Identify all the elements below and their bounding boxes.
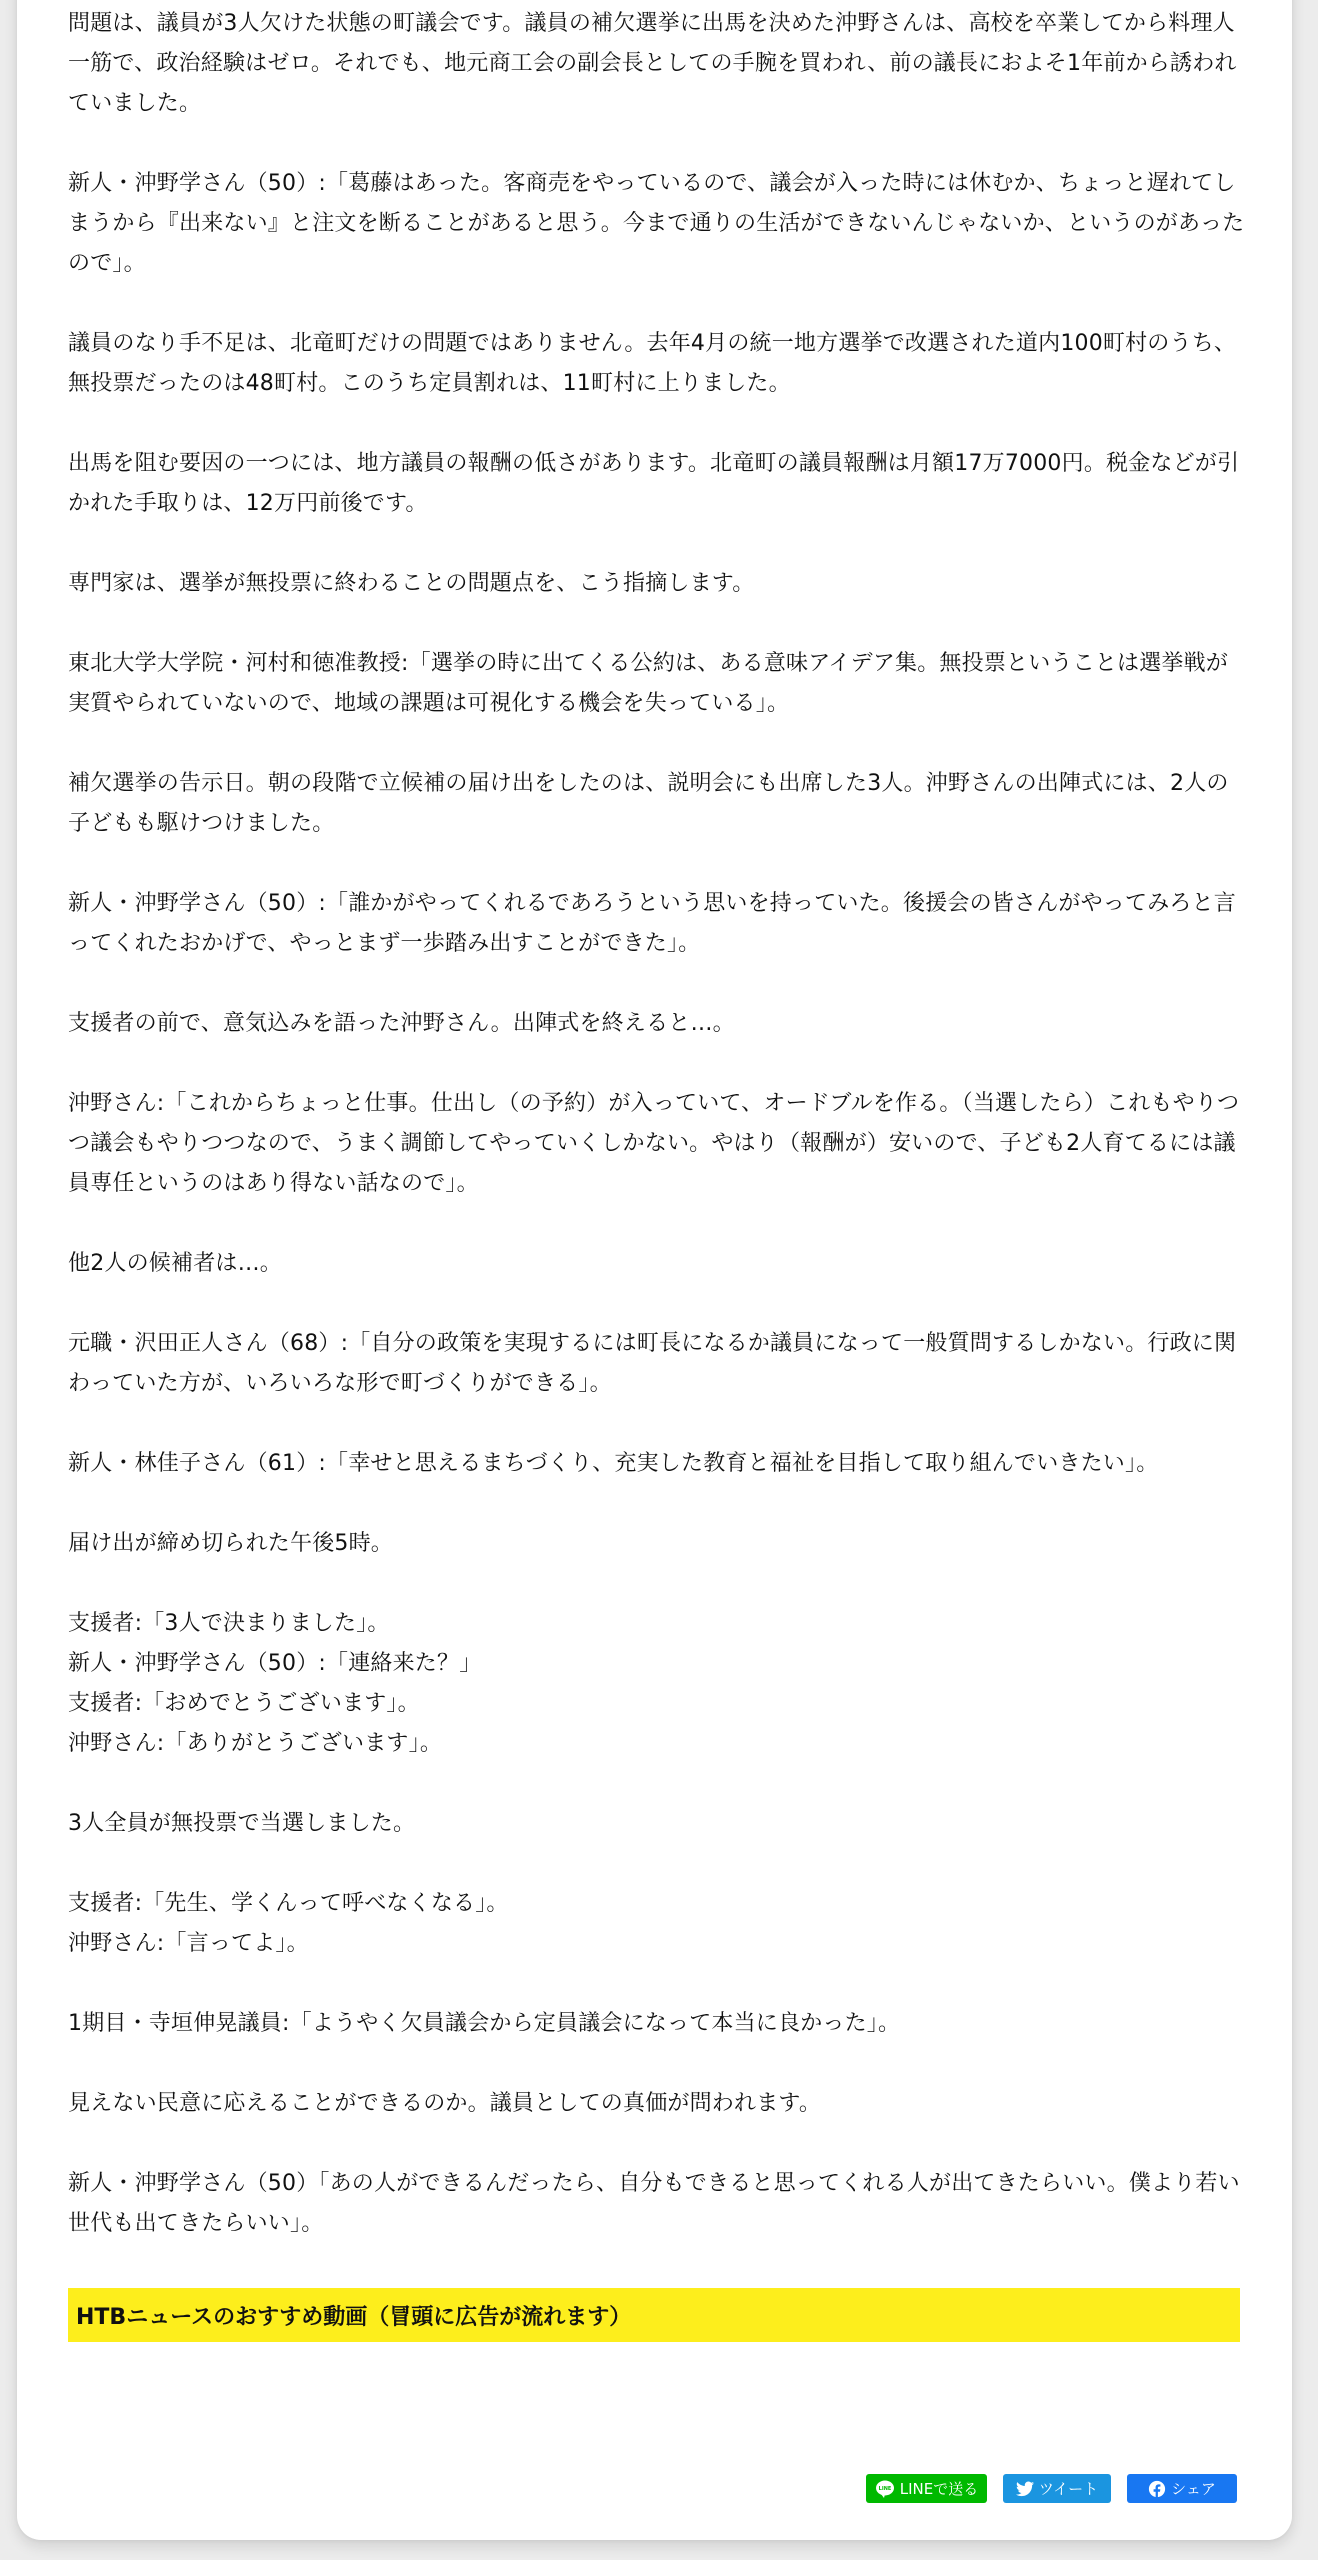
line-icon (875, 2479, 895, 2499)
recommended-videos-title: HTBニュースのおすすめ動画（冒頭に広告が流れます） (76, 2304, 632, 2330)
facebook-share-button[interactable] (1127, 2474, 1237, 2503)
dialogue-line: 沖野さん:「言ってよ」。 (68, 1931, 309, 1956)
paragraph: 見えない民意に応えることができるのか。議員としての真価が問われます。 (68, 2091, 822, 2116)
line-share-button[interactable] (866, 2474, 987, 2503)
dialogue-line: 沖野さん:「ありがとうございます」。 (68, 1731, 443, 1756)
dialogue-line: 支援者:「3人で決まりました」。 (68, 1611, 390, 1636)
paragraph: 支援者の前で、意気込みを語った沖野さん。出陣式を終えると…。 (68, 1011, 735, 1036)
quote-paragraph: 1期目・寺垣伸晃議員:「ようやく欠員議会から定員議会になって本当に良かった」。 (68, 2011, 901, 2036)
line-share-label: LINEで送る (899, 2480, 979, 2498)
facebook-icon (1148, 2480, 1166, 2498)
dialogue-line: 新人・沖野学さん（50）:「連絡来た？」 (68, 1651, 482, 1676)
paragraph: 補欠選挙の告示日。朝の段階で立候補の届け出をしたのは、説明会にも出席した3人。沖野さんの出陣式には、2人の子どもも駆けつけました。 (68, 771, 1229, 836)
paragraph: 他2人の候補者は…。 (68, 1251, 282, 1276)
quote-paragraph: 新人・沖野学さん（50）「あの人ができるんだったら、自分もできると思ってくれる人が出てきたらいい。僕より若い世代も出てきたらいい」。 (68, 2171, 1240, 2236)
recommended-videos-heading (68, 2288, 1240, 2342)
quote-paragraph: 新人・沖野学さん（50）:「誰かがやってくれるであろうという思いを持っていた。後援会の皆さんがやってみろと言ってくれたおかげで、やっとまず一歩踏み出すことができた」。 (68, 891, 1236, 956)
svg-text:LINE: LINE (878, 2485, 892, 2492)
tweet-label: ツイート (1038, 2480, 1099, 2498)
quote-paragraph: 沖野さん:「これからちょっと仕事。仕出し（の予約）が入っていて、オードブルを作る。（当選したら）これもやりつつ議会もやりつつなので、うまく調節してやっていくしかない。やはり（報酬が）安いので、子ども2人育てるには議員専任というのはあり得ない話なので」。 (68, 1091, 1240, 1196)
quote-paragraph: 元職・沢田正人さん（68）:「自分の政策を実現するには町長になるか議員になって一般質問するしかない。行政に関わっていた方が、いろいろな形で町づくりができる」。 (68, 1331, 1237, 1396)
dialogue-line: 支援者:「おめでとうございます」。 (68, 1691, 420, 1716)
tweet-button[interactable] (1003, 2474, 1111, 2503)
quote-paragraph: 東北大学大学院・河村和徳准教授:「選挙の時に出てくる公約は、ある意味アイデア集。無投票ということは選挙戦が実質やられていないので、地域の課題は可視化する機会を失っている」。 (68, 651, 1229, 716)
paragraph: 3人全員が無投票で当選しました。 (68, 1811, 416, 1836)
paragraph: 届け出が締め切られた午後5時。 (68, 1531, 393, 1556)
twitter-bird-icon (1016, 2481, 1034, 2497)
facebook-share-label: シェア (1171, 2480, 1216, 2498)
paragraph: 問題は、議員が3人欠けた状態の町議会です。議員の補欠選挙に出馬を決めた沖野さんは、高校を卒業してから料理人一筋で、政治経験はゼロ。それでも、地元商工会の副会長としての手腕を買われ、前の議長におよそ1年前から誘われていました。 (68, 11, 1237, 116)
share-buttons (866, 2474, 1237, 2503)
article-body (68, 4, 1248, 2284)
dialogue-line: 支援者:「先生、学くんって呼べなくなる」。 (68, 1891, 509, 1916)
quote-paragraph: 新人・林佳子さん（61）:「幸せと思えるまちづくり、充実した教育と福祉を目指して取り組んでいきたい」。 (68, 1451, 1159, 1476)
paragraph: 専門家は、選挙が無投票に終わることの問題点を、こう指摘します。 (68, 571, 755, 596)
paragraph: 出馬を阻む要因の一つには、地方議員の報酬の低さがあります。北竜町の議員報酬は月額17万7000円。税金などが引かれた手取りは、12万円前後です。 (68, 451, 1240, 516)
paragraph: 議員のなり手不足は、北竜町だけの問題ではありません。去年4月の統一地方選挙で改選された道内100町村のうち、無投票だったのは48町村。このうち定員割れは、11町村に上りました。 (68, 331, 1237, 396)
quote-paragraph: 新人・沖野学さん（50）:「葛藤はあった。客商売をやっているので、議会が入った時には休むか、ちょっと遅れてしまうから『出来ない』と注文を断ることがあると思う。今まで通りの生活ができないんじゃないか、というのがあったので」。 (68, 171, 1245, 276)
